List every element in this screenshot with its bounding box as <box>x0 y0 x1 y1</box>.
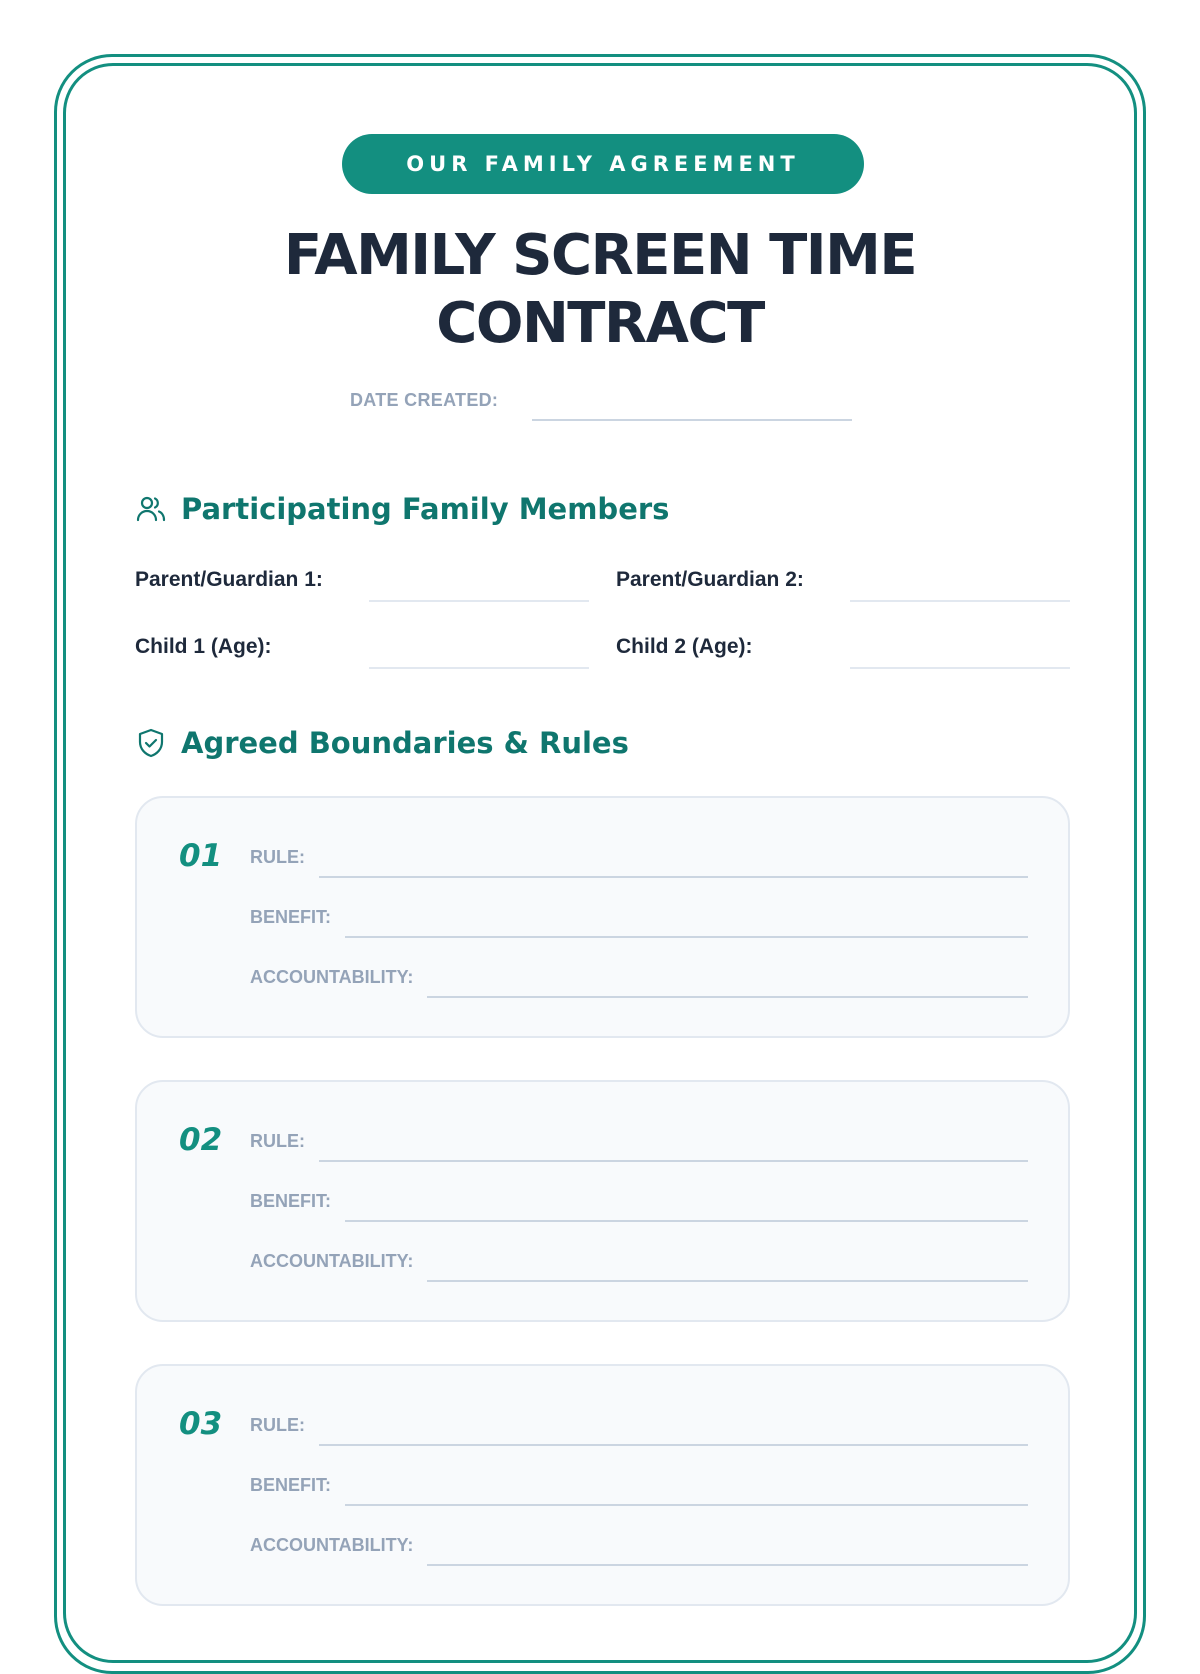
rule-card-3 <box>135 1364 1070 1606</box>
benefit-row <box>250 898 1028 938</box>
benefit-label: BENEFIT: <box>250 1191 331 1211</box>
rule-label: RULE: <box>250 847 305 867</box>
page-title <box>150 222 1050 358</box>
members-section-heading <box>135 492 669 526</box>
benefit-field[interactable] <box>345 936 1028 938</box>
date-created-label: DATE CREATED: <box>350 390 499 410</box>
accountability-field[interactable] <box>427 1280 1028 1282</box>
rules-section-title: Agreed Boundaries & Rules <box>181 726 629 760</box>
parent-guardian-2-field[interactable] <box>850 600 1070 602</box>
accountability-label: ACCOUNTABILITY: <box>250 967 414 987</box>
rule-label: RULE: <box>250 1415 305 1435</box>
title-line-1: FAMILY SCREEN TIME <box>283 223 917 288</box>
child-1-field[interactable] <box>369 667 589 669</box>
date-created-field[interactable] <box>532 419 852 421</box>
parent-guardian-1-label: Parent/Guardian 1: <box>135 568 323 591</box>
child-2-field[interactable] <box>850 667 1070 669</box>
accountability-field[interactable] <box>427 996 1028 998</box>
rule-field[interactable] <box>319 876 1028 878</box>
accountability-field[interactable] <box>427 1564 1028 1566</box>
rule-row <box>250 1122 1028 1162</box>
rule-field[interactable] <box>319 1444 1028 1446</box>
shield-check-icon <box>135 727 167 759</box>
benefit-row <box>250 1182 1028 1222</box>
rule-number: 01 <box>179 838 223 874</box>
benefit-label: BENEFIT: <box>250 1475 331 1495</box>
benefit-label: BENEFIT: <box>250 907 331 927</box>
rule-card-1 <box>135 796 1070 1038</box>
title-line-2: CONTRACT <box>436 291 764 356</box>
rule-card-2 <box>135 1080 1070 1322</box>
parent-guardian-2-label: Parent/Guardian 2: <box>616 568 804 591</box>
accountability-label: ACCOUNTABILITY: <box>250 1535 414 1555</box>
rule-number: 02 <box>179 1122 223 1158</box>
benefit-field[interactable] <box>345 1504 1028 1506</box>
child-2-label: Child 2 (Age): <box>616 635 753 658</box>
parent-guardian-1-field[interactable] <box>369 600 589 602</box>
rule-row <box>250 838 1028 878</box>
users-icon <box>135 493 167 525</box>
agreement-badge: OUR FAMILY AGREEMENT <box>342 134 864 194</box>
accountability-label: ACCOUNTABILITY: <box>250 1251 414 1271</box>
benefit-row <box>250 1466 1028 1506</box>
rule-number: 03 <box>179 1406 223 1442</box>
members-section-title: Participating Family Members <box>181 492 670 526</box>
accountability-row <box>250 1242 1028 1282</box>
accountability-row <box>250 1526 1028 1566</box>
rule-label: RULE: <box>250 1131 305 1151</box>
benefit-field[interactable] <box>345 1220 1028 1222</box>
accountability-row <box>250 958 1028 998</box>
rule-field[interactable] <box>319 1160 1028 1162</box>
child-1-label: Child 1 (Age): <box>135 635 272 658</box>
rule-row <box>250 1406 1028 1446</box>
rules-section-heading <box>135 726 629 760</box>
